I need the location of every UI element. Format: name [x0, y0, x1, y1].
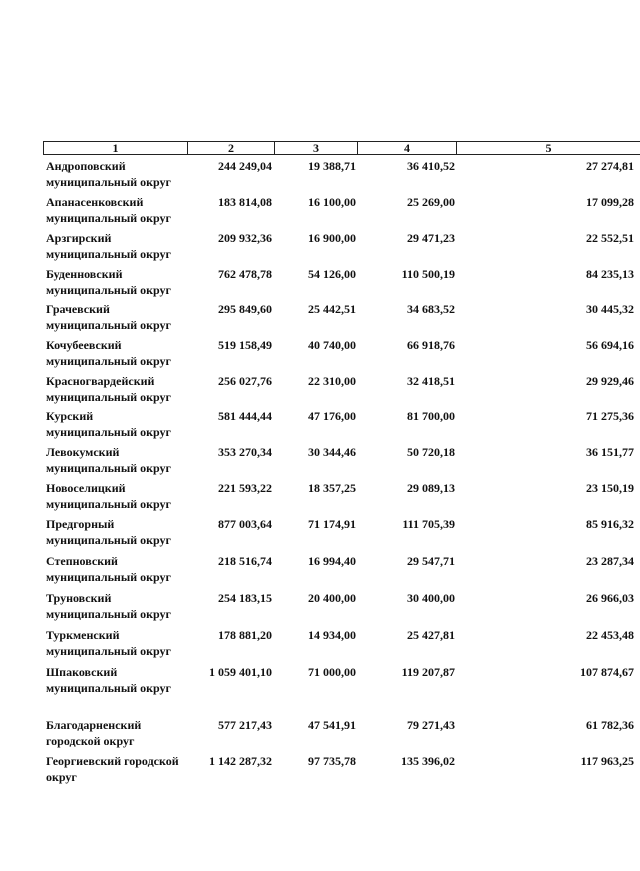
column-5-value: 56 694,16: [586, 338, 634, 352]
row-name-cell: Труновский муниципальный округ: [46, 591, 172, 621]
row-name-cell: Левокумский муниципальный округ: [46, 445, 172, 475]
column-4-value: 32 418,51: [407, 374, 455, 388]
column-5-value: 61 782,36: [586, 718, 634, 732]
table-row: [0, 516, 640, 550]
table-row: [0, 553, 640, 587]
column-4-value: 66 918,76: [407, 338, 455, 352]
column-5-value: 23 287,34: [586, 554, 634, 568]
column-2-value: 762 478,78: [218, 267, 272, 281]
column-3-value: 30 344,46: [308, 445, 356, 459]
column-3-value: 40 740,00: [308, 338, 356, 352]
column-3-value: 54 126,00: [308, 267, 356, 281]
column-4-value: 25 269,00: [407, 195, 455, 209]
row-name-cell: Благодарненский городской округ: [46, 718, 142, 748]
column-3-value: 25 442,51: [308, 302, 356, 316]
column-header-4: 4: [357, 141, 457, 155]
table-row: [0, 717, 640, 751]
table-row: [0, 266, 640, 300]
column-2-value: 295 849,60: [218, 302, 272, 316]
column-3-value: 16 900,00: [308, 231, 356, 245]
column-4-value: 79 271,43: [407, 718, 455, 732]
row-name-cell: Предгорный муниципальный округ: [46, 517, 172, 547]
column-4-value: 111 705,39: [402, 517, 455, 531]
column-header-3: 3: [274, 141, 358, 155]
column-4-value: 135 396,02: [401, 754, 455, 768]
column-5-value: 23 150,19: [586, 481, 634, 495]
row-name-cell: Буденновский муниципальный округ: [46, 267, 172, 297]
column-5-value: 22 552,51: [586, 231, 634, 245]
column-5-value: 27 274,81: [586, 159, 634, 173]
column-3-value: 19 388,71: [308, 159, 356, 173]
column-3-value: 20 400,00: [308, 591, 356, 605]
row-name-cell: Курский муниципальный округ: [46, 409, 172, 439]
column-3-value: 47 176,00: [308, 409, 356, 423]
row-name-cell: Шпаковский муниципальный округ: [46, 665, 172, 695]
table-row: [0, 194, 640, 228]
column-5-value: 117 963,25: [580, 754, 634, 768]
row-name-cell: Туркменский муниципальный округ: [46, 628, 172, 658]
column-header-1: 1: [43, 141, 188, 155]
column-2-value: 183 814,08: [218, 195, 272, 209]
column-4-value: 29 547,71: [407, 554, 455, 568]
row-name-cell: Новоселицкий муниципальный округ: [46, 481, 172, 511]
row-name-cell: Грачевский муниципальный округ: [46, 302, 172, 332]
column-3-value: 16 994,40: [308, 554, 356, 568]
column-header-5: 5: [456, 141, 640, 155]
row-name-cell: Красногвардейский муниципальный округ: [46, 374, 172, 404]
table-row: [0, 444, 640, 478]
table-row: [0, 158, 640, 192]
column-3-value: 18 357,25: [308, 481, 356, 495]
table-header: [43, 141, 640, 156]
column-4-value: 30 400,00: [407, 591, 455, 605]
table-row: [0, 337, 640, 371]
column-3-value: 47 541,91: [308, 718, 356, 732]
column-4-value: 29 471,23: [407, 231, 455, 245]
column-4-value: 119 207,87: [401, 665, 455, 679]
column-5-value: 84 235,13: [586, 267, 634, 281]
column-5-value: 36 151,77: [586, 445, 634, 459]
table-row: [0, 627, 640, 661]
column-2-value: 221 593,22: [218, 481, 272, 495]
column-2-value: 256 027,76: [218, 374, 272, 388]
column-2-value: 577 217,43: [218, 718, 272, 732]
column-2-value: 244 249,04: [218, 159, 272, 173]
column-4-value: 34 683,52: [407, 302, 455, 316]
column-2-value: 519 158,49: [218, 338, 272, 352]
column-3-value: 22 310,00: [308, 374, 356, 388]
table-row: [0, 408, 640, 442]
row-name-cell: Кочубеевский муниципальный округ: [46, 338, 172, 368]
column-4-value: 25 427,81: [407, 628, 455, 642]
column-5-value: 22 453,48: [586, 628, 634, 642]
row-name-cell: Арзгирский муниципальный округ: [46, 231, 172, 261]
column-2-value: 1 059 401,10: [209, 665, 272, 679]
row-name-cell: Георгиевский городской округ: [46, 754, 179, 784]
column-4-value: 29 089,13: [407, 481, 455, 495]
table-row: [0, 480, 640, 514]
table-row: [0, 753, 640, 787]
column-5-value: 30 445,32: [586, 302, 634, 316]
table-row: [0, 301, 640, 335]
column-header-2: 2: [187, 141, 275, 155]
column-5-value: 17 099,28: [586, 195, 634, 209]
column-3-value: 71 174,91: [308, 517, 356, 531]
column-2-value: 877 003,64: [218, 517, 272, 531]
column-4-value: 50 720,18: [407, 445, 455, 459]
row-name-cell: Андроповский муниципальный округ: [46, 159, 172, 189]
table-row: [0, 230, 640, 264]
column-4-value: 36 410,52: [407, 159, 455, 173]
column-5-value: 85 916,32: [586, 517, 634, 531]
table-row: [0, 590, 640, 624]
column-5-value: 29 929,46: [586, 374, 634, 388]
column-2-value: 209 932,36: [218, 231, 272, 245]
column-3-value: 71 000,00: [308, 665, 356, 679]
column-2-value: 218 516,74: [218, 554, 272, 568]
row-name-cell: Степновский муниципальный округ: [46, 554, 172, 584]
column-2-value: 254 183,15: [218, 591, 272, 605]
table-row: [0, 373, 640, 407]
column-3-value: 16 100,00: [308, 195, 356, 209]
row-name-cell: Апанасенковский муниципальный округ: [46, 195, 172, 225]
column-5-value: 107 874,67: [580, 665, 634, 679]
table-row: [0, 664, 640, 698]
column-2-value: 581 444,44: [218, 409, 272, 423]
column-2-value: 353 270,34: [218, 445, 272, 459]
column-2-value: 1 142 287,32: [209, 754, 272, 768]
column-2-value: 178 881,20: [218, 628, 272, 642]
column-5-value: 26 966,03: [586, 591, 634, 605]
column-5-value: 71 275,36: [586, 409, 634, 423]
column-4-value: 81 700,00: [407, 409, 455, 423]
column-3-value: 14 934,00: [308, 628, 356, 642]
column-3-value: 97 735,78: [308, 754, 356, 768]
column-4-value: 110 500,19: [401, 267, 455, 281]
